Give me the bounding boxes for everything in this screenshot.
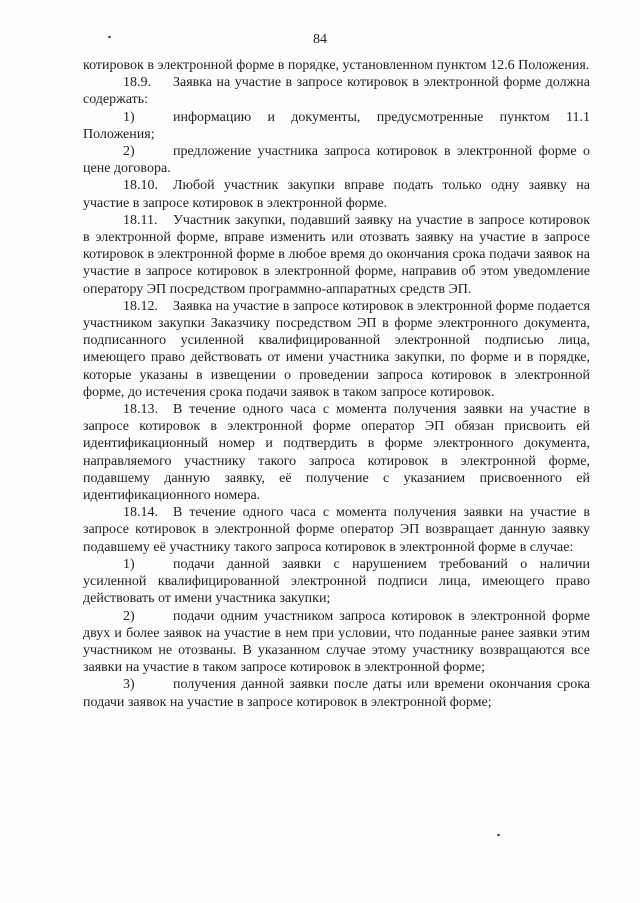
paragraph-continuation <box>83 57 590 74</box>
paragraph-number: 18.10. <box>123 178 158 194</box>
document-text <box>83 57 590 711</box>
paragraph-number: 18.14. <box>123 505 158 521</box>
list-item-text: подачи данной заявки с нарушением требований о наличии усиленной квалифицированной электронной подписи лица, имеющего право действовать от имени участника закупки; <box>83 556 590 607</box>
paragraph-18-11 <box>83 212 590 298</box>
list-item <box>83 676 590 710</box>
page-number: 84 <box>313 32 327 47</box>
list-item <box>83 556 590 608</box>
list-item-text: получения данной заявки после даты или времени окончания срока подачи заявок на участие в запросе котировок в электронной форме; <box>83 677 590 710</box>
list-item <box>83 608 590 677</box>
list-item <box>83 143 590 177</box>
paragraph-text: Участник закупки, подавший заявку на участие в запросе котировок в электронной форме, вправе изменить или отозвать заявку на участие в запросе котировок в электронной форме в любое время до окончания срока подачи заявок на участие в запросе котировок в электронной форме, направив об этом уведомление оператору ЭП посредством программно-аппаратных средств ЭП. <box>83 212 590 297</box>
paragraph-18-10 <box>83 177 590 211</box>
paragraph-number: 18.13. <box>123 402 158 418</box>
paragraph-18-14 <box>83 504 590 556</box>
paragraph-text: В течение одного часа с момента получения заявки на участие в запросе котировок в электронной форме оператор ЭП обязан присвоить ей идентификационный номер и подтвердить в форме электронного документа, направляемого участнику такого запроса котировок в электронной форме, подавшему данную заявку, её получение с указанием присвоенного ей идентификационного номера. <box>83 402 590 504</box>
paragraph-text: Заявка на участие в запросе котировок в электронной форме должна содержать: <box>83 75 590 108</box>
list-item-text: подачи одним участником запроса котировок в электронной форме двух и более заявок на участие в нем при условии, что поданные ранее заявки этим участником не отозваны. В указанном случае этому участнику возвращаются все заявки на участие в таком запросе котировок в электронной форме; <box>83 608 590 676</box>
list-item-text: информацию и документы, предусмотренные пунктом 11.1 Положения; <box>83 109 590 142</box>
paragraph-text: Заявка на участие в запросе котировок в электронной форме подается участником закупки Заказчику посредством ЭП в форме электронного документа, подписанного усиленной квалифицированной электронной подписью лица, имеющего право действовать от имени участника закупки, по форме и в порядке, которые указаны в извещении о проведении запроса котировок в электронной форме, до истечения срока подачи заявок в таком запросе котировок. <box>83 298 590 400</box>
scan-speck <box>497 834 500 836</box>
paragraph-text: Любой участник закупки вправе подать только одну заявку на участие в запросе котировок в электронной форме. <box>83 178 590 211</box>
list-item-number: 1) <box>123 556 135 572</box>
list-item-number: 2) <box>123 608 135 624</box>
list-item-number: 3) <box>123 677 135 693</box>
paragraph-text: котировок в электронной форме в порядке, установленном пунктом 12.6 Положения. <box>83 58 590 73</box>
paragraph-18-13 <box>83 401 590 504</box>
paragraph-18-12 <box>83 298 590 401</box>
paragraph-18-9 <box>83 74 590 108</box>
paragraph-number: 18.9. <box>123 75 151 91</box>
list-item-number: 2) <box>123 144 135 160</box>
paragraph-number: 18.11. <box>123 212 158 228</box>
list-item-number: 1) <box>123 109 135 125</box>
paragraph-number: 18.12. <box>123 298 158 314</box>
list-item-text: предложение участника запроса котировок в электронной форме о цене договора. <box>83 144 590 177</box>
list-item <box>83 109 590 143</box>
paragraph-text: В течение одного часа с момента получения заявки на участие в запросе котировок в электронной форме оператор ЭП возвращает данную заявку подавшему её участнику такого запроса котировок в электронной форме в случае: <box>83 505 590 555</box>
